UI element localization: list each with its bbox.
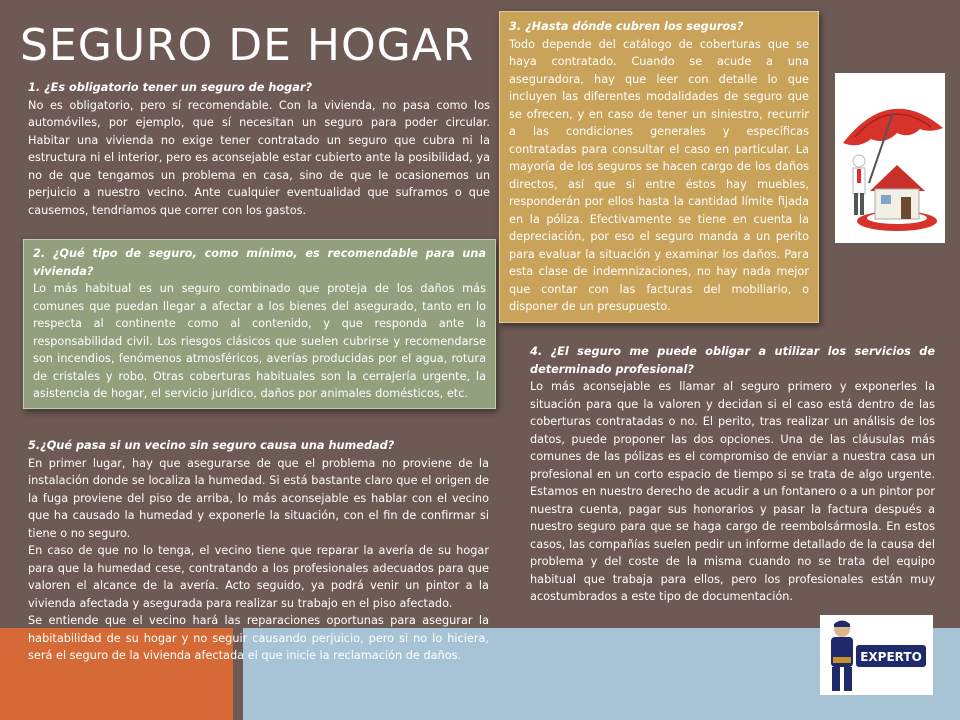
section-1 xyxy=(28,79,490,219)
section-3 xyxy=(499,11,819,323)
section-3-answer: Todo depende del catálogo de coberturas que se haya contratado. Cuando se acude a una aseguradora, hay que leer con detalle lo que incluyen las diferentes modalidades de seguro que se ofrecen, y en caso de tener un siniestro, recurrir a las condiciones generales y específicas contratadas para consultar el caso en particular. La mayoría de los seguros se hacen cargo de los daños directos, así que si entre éstos hay muebles, responderán por ellos hasta la cantidad límite fijada en la póliza. Efectivamente se tiene en cuenta la depreciación, por eso el seguro manda a un perito para evaluar la situación y examinar los daños. Para esta clase de indemnizaciones, no hay nada mejor que contar con las facturas del mobiliario, o disponer de un presupuesto. xyxy=(509,37,809,313)
section-2-answer: Lo más habitual es un seguro combinado que proteja de los daños más comunes que puedan llegar a afectar a los bienes del asegurado, tanto en lo respecta al continente como al contenido, y que responda ante la responsabilidad civil. Los riesgos clásicos que suelen cubrirse y recomendarse son incendios, fenómenos atmosféricos, averías producidas por el agua, rotura de cristales y robo. Otras coberturas habituales son la cerrajería urgente, la asistencia de hogar, el servicio jurídico, daños por animales domésticos, etc. xyxy=(33,282,486,400)
expert-logo xyxy=(820,615,933,695)
section-5-question: 5.¿Qué pasa si un vecino sin seguro causa una humedad? xyxy=(28,439,395,452)
section-3-question: 3. ¿Hasta dónde cubren los seguros? xyxy=(509,20,744,33)
expert-logo-image xyxy=(820,615,933,695)
section-2-question: 2. ¿Qué tipo de seguro, como mínimo, es recomendable para una vivienda? xyxy=(33,247,486,278)
house-umbrella-image xyxy=(835,73,945,243)
section-5-answer-2: En caso de que no lo tenga, el vecino tiene que reparar la avería de su hogar para que la humedad cese, contratando a los profesionales adecuados para que valoren el alcance de la avería. Acto seguido, ya podrá venir un pintor a la vivienda afectada y asegurada para realizar su trabajo en el piso afectado. xyxy=(28,544,489,610)
section-5-answer-3: Se entiende que el vecino hará las reparaciones oportunas para asegurar la habitabilidad de su hogar y no seguir causando perjuicio, pero si no lo hiciera, será el seguro de la vivienda afectada el que inicie la reclamación de daños. xyxy=(28,614,489,662)
house-umbrella-icon xyxy=(835,73,945,243)
section-5-answer-1: En primer lugar, hay que asegurarse de que el problema no proviene de la instalación donde se localiza la humedad. Si está bastante claro que el origen de la fuga proviene del piso de arriba, lo más aconsejable es hablar con el vecino que ha causado la humedad y exponerle la situación, con el fin de confirmar si tiene o no seguro. xyxy=(28,456,489,540)
section-1-answer: No es obligatorio, pero sí recomendable. Con la vivienda, no pasa como los automóviles, por ejemplo, que sí necesitan un seguro para poder circular. Habitar una vivienda no exige tener contratado un seguro que cubra ni la estructura ni el interior, pero es aconsejable estar cubierto ante la posibilidad, ya no de que tengamos un problema en casa, sino de que le ocasionemos un perjuicio a nuestro vecino. Ante cualquier eventualidad que suframos o que causemos, tendríamos que correr con los gastos. xyxy=(28,98,490,217)
section-2 xyxy=(23,239,496,409)
section-4-answer: Lo más aconsejable es llamar al seguro primero y exponerles la situación para que la valoren y decidan si el caso está dentro de las coberturas contratadas o no. El perito, tras realizar un análisis de los datos, puede proponer las dos opciones. Una de las cláusulas más comunes de las pólizas es el compromiso de enviar a nuestra casa un profesional en un corto espacio de tiempo si se trata de algo urgente. Estamos en nuestro derecho de acudir a un fontanero o a un pintor por nuestra cuenta, pagar sus honorarios y pasar la factura después a nuestro seguro para que se haga cargo de reembolsármosla. En estos casos, las compañías suelen pedir un informe detallado de la causa del problema y del coste de la misma cuando no se trata del equipo habitual que trabaja para ellos, pero los profesionales están muy acostumbrados a este tipo de documentación. xyxy=(530,380,935,603)
expert-logo-text: EXPERTO xyxy=(860,650,922,664)
section-4 xyxy=(530,343,935,606)
section-1-question: 1. ¿Es obligatorio tener un seguro de hogar? xyxy=(28,81,312,94)
section-4-question: 4. ¿El seguro me puede obligar a utilizar los servicios de determinado profesional? xyxy=(530,345,935,376)
section-5 xyxy=(28,437,489,665)
page-title: SEGURO DE HOGAR xyxy=(20,20,475,71)
